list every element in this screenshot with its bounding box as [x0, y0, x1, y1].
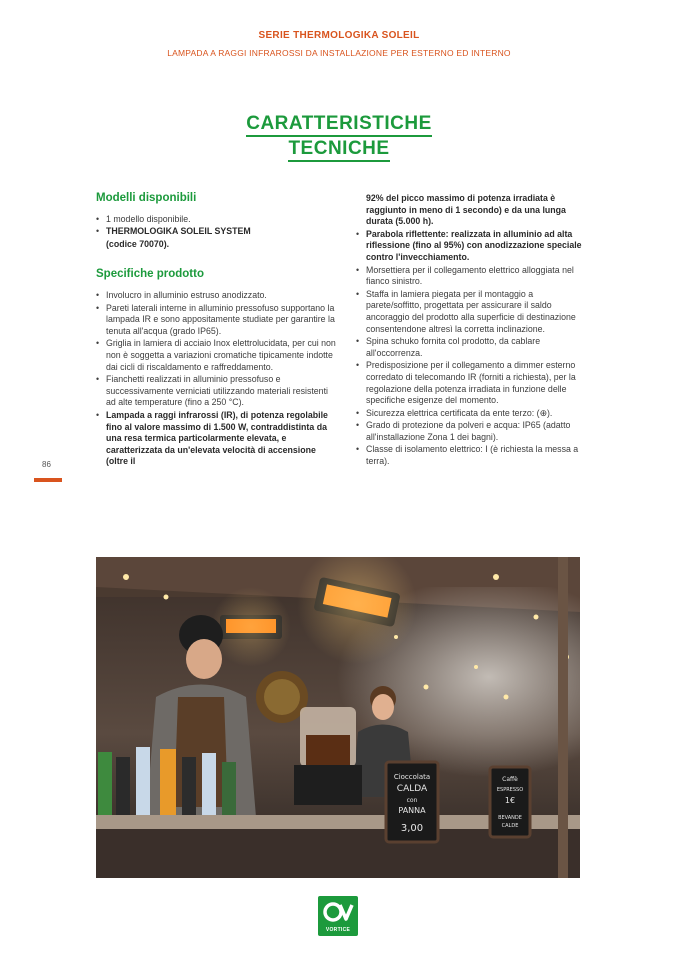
list-item: • Classe di isolamento elettrico: I (è richiesta la messa a terra). [356, 444, 586, 467]
svg-text:Caffè: Caffè [502, 776, 518, 783]
models-heading: Modelli disponibili [96, 192, 197, 204]
series-subtitle: LAMPADA A RAGGI INFRAROSSI DA INSTALLAZIONE PER ESTERNO ED INTERNO [167, 48, 511, 58]
list-item: • Fianchetti realizzati in alluminio pressofuso e successivamente verniciati utilizzando materiali resistenti ad alte temperature (fino a 250 °C). [96, 374, 336, 409]
list-item: 92% del picco massimo di potenza irradiata è raggiunto in meno di 1 secondo) e da una lunga durata (5.000 h). [366, 193, 566, 227]
list-item: • Involucro in alluminio estruso anodizzato. [96, 290, 336, 302]
svg-text:3,00: 3,00 [400, 823, 424, 834]
logo-wordmark: VORTICE [325, 927, 351, 933]
specs-list-continued [356, 193, 586, 468]
vortice-logo [318, 896, 358, 936]
chocolate-machine [294, 707, 362, 805]
list-item: • Grado di protezione da polveri e acqua: IP65 (adatto all'installazione Zona 1 dei bagni). [356, 420, 586, 443]
list-item: • Pareti laterali interne in alluminio pressofuso supportano la lampada IR e sono appositamente studiate per garantire la tenuta all'acqua (grado IP65). [96, 303, 336, 338]
list-item: • THERMOLOGIKA SOLEIL SYSTEM [96, 226, 336, 238]
svg-text:CALDE: CALDE [501, 823, 519, 829]
svg-text:PANNA: PANNA [398, 806, 426, 815]
page-marker-bar [34, 478, 62, 482]
title-line-1: CARATTERISTICHE [246, 113, 432, 137]
specs-heading: Specifiche prodotto [96, 268, 204, 281]
specs-list [96, 290, 336, 468]
vortice-logo-icon [318, 896, 358, 928]
list-item: • Parabola riflettente: realizzata in alluminio ad alta riflessione (fino al 95%) con anodizzazione speciale contro l'invecchiamento. [356, 229, 586, 264]
list-item: (codice 70070). [106, 238, 170, 249]
bottles [98, 747, 236, 822]
left-column [96, 193, 336, 469]
svg-text:BEVANDE: BEVANDE [498, 815, 522, 821]
chalkboard-sign [386, 762, 438, 842]
svg-text:Cioccolata: Cioccolata [393, 773, 431, 781]
list-item: • Staffa in lamiera piegata per il montaggio a parete/soffitto, progettata per assicurare il saldo ancoraggio del prodotto alla superficie di destinazione consentendone altresì la corretta inclinazione. [356, 289, 586, 335]
product-photo [96, 557, 580, 878]
models-list [96, 214, 336, 251]
right-column [356, 193, 586, 469]
title-line-2: TECNICHE [288, 138, 389, 162]
svg-text:con: con [406, 797, 418, 804]
page-number: 86 [42, 460, 51, 469]
series-header: SERIE THERMOLOGIKA SOLEIL [258, 30, 420, 41]
list-item: • Lampada a raggi infrarossi (IR), di potenza regolabile fino al valore massimo di 1.500 W, contraddistinta da una resa termica particolarmente elevata, e caratterizzata da un'elevata velocità di accensione (oltre il [96, 410, 336, 468]
list-item: • Morsettiera per il collegamento elettrico alloggiata nel fianco sinistro. [356, 265, 586, 288]
svg-text:ESPRESSO: ESPRESSO [496, 787, 524, 793]
list-item: • Spina schuko fornita col prodotto, da cablare all'occorrenza. [356, 336, 586, 359]
page-title [0, 112, 678, 162]
list-item: • Sicurezza elettrica certificata da ente terzo: (⊕). [356, 408, 586, 420]
svg-text:CALDA: CALDA [396, 784, 428, 794]
chalkboard-sign [490, 767, 530, 837]
heater-lamp [211, 587, 291, 667]
list-item: • Predisposizione per il collegamento a dimmer esterno corredato di telecomando IR (forniti a richiesta), per la regolazione della potenza irradiata in funzione delle specifiche esigenze del momento. [356, 360, 586, 406]
list-item: • Griglia in lamiera di acciaio Inox elettrolucidata, per cui non non è soggetta a variazioni cromatiche tipicamente indotte dai cicli di riscaldamento e raffreddamento. [96, 338, 336, 373]
list-item: • 1 modello disponibile. [96, 214, 336, 226]
svg-text:1€: 1€ [504, 796, 516, 805]
